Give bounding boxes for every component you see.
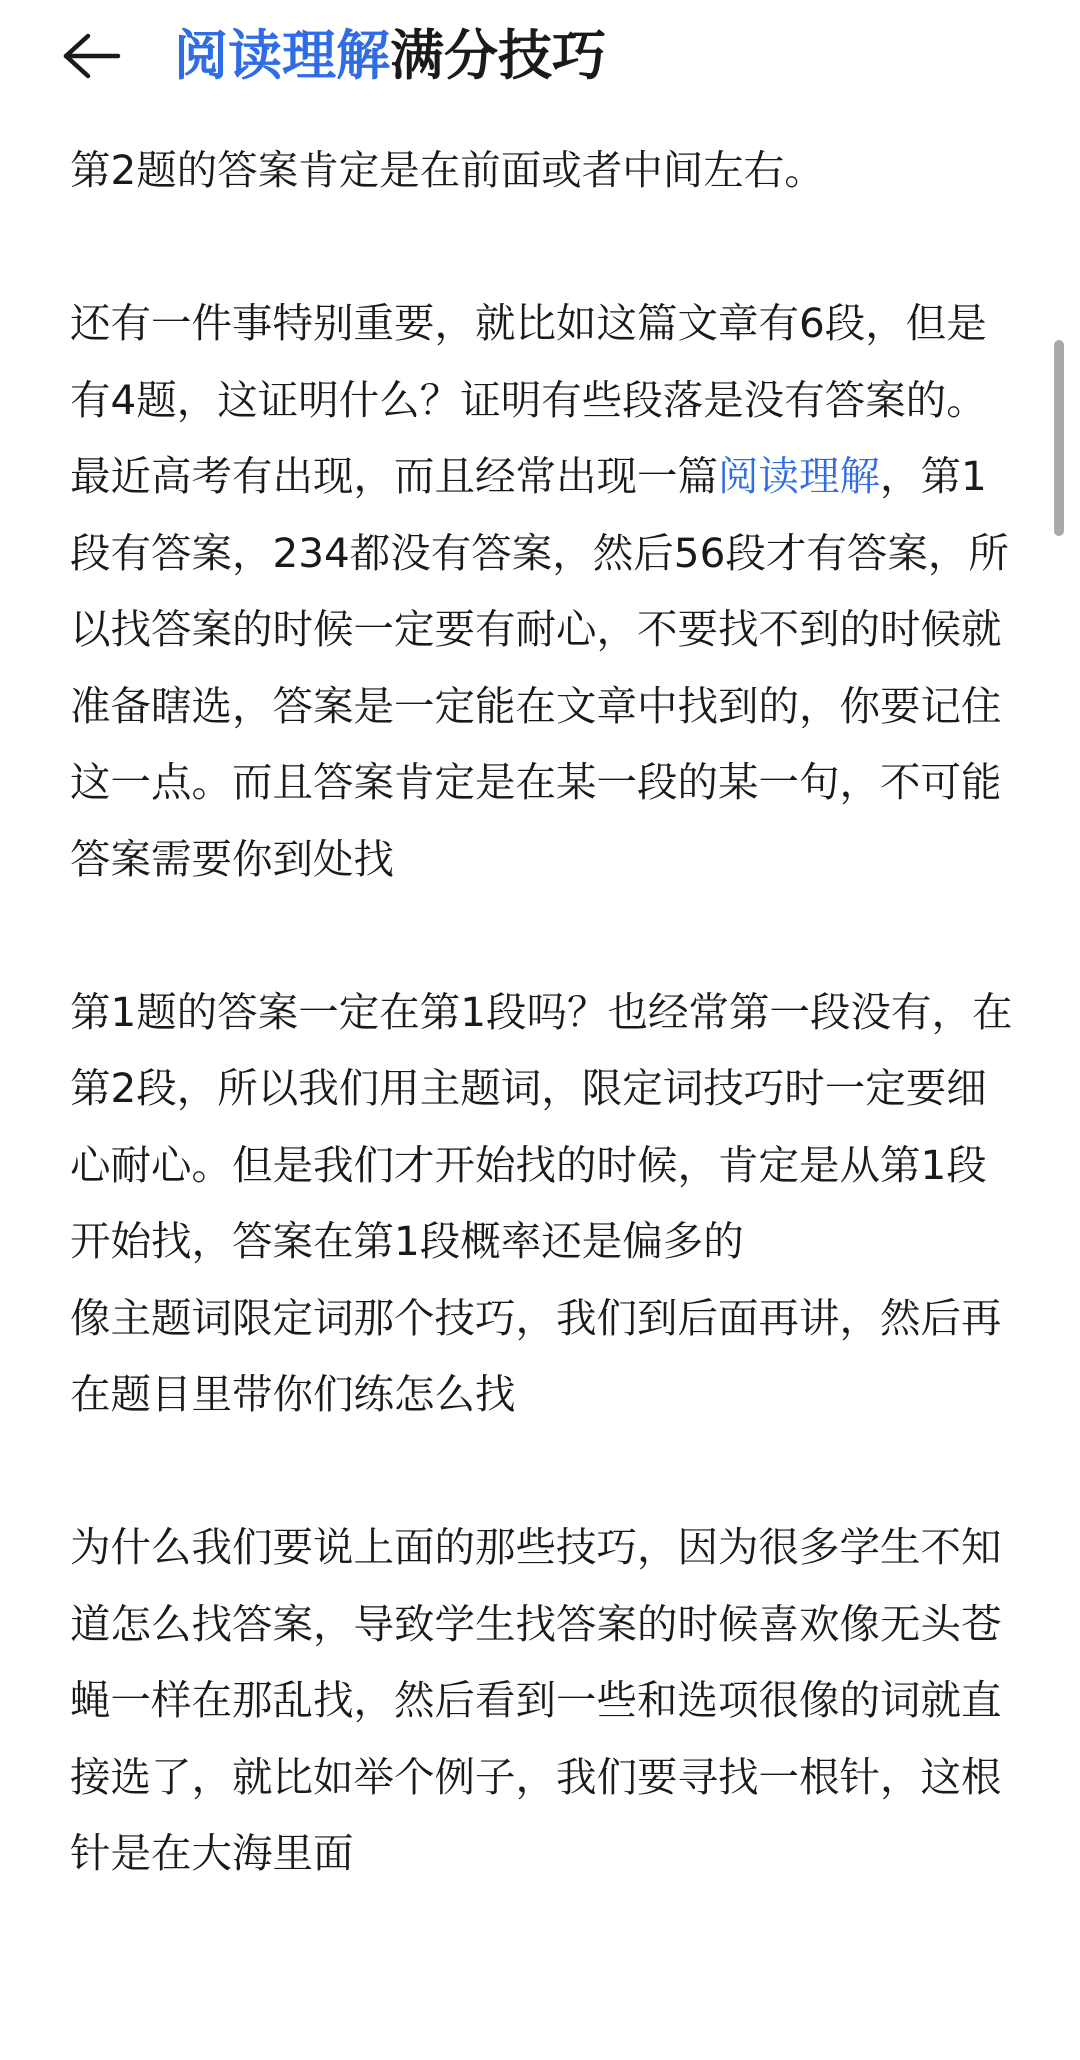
back-button[interactable] bbox=[62, 14, 152, 98]
paragraph-1: 第2题的答案肯定是在前面或者中间左右。 bbox=[70, 146, 825, 194]
paragraph-2 bbox=[70, 285, 1020, 897]
article-body bbox=[70, 132, 1020, 1968]
title-text: 满分技巧 bbox=[390, 24, 606, 87]
paragraph-5: 为什么我们要说上面的那些技巧，因为很多学生不知道怎么找答案，导致学生找答案的时候喜欢像无头苍蝇一样在那乱找，然后看到一些和选项很像的词就直接选了，就比如举个例子，我们要寻找一根针，这根针是在大海里面 bbox=[70, 1523, 1002, 1877]
title-keyword-link[interactable]: 阅读理解 bbox=[174, 24, 390, 87]
scrollbar-thumb[interactable] bbox=[1054, 340, 1064, 536]
arrow-left-icon bbox=[62, 32, 122, 80]
paragraph-2-text-a: 还有一件事特别重要，就比如这篇文章有6段，但是有4题，这证明什么？证明有些段落是没有答案的。最近高考有出现，而且经常出现一篇 bbox=[70, 299, 987, 500]
paragraph-2-text-b: ，第1段有答案，234都没有答案，然后56段才有答案，所以找答案的时候一定要有耐心，不要找不到的时候就准备瞎选，答案是一定能在文章中找到的，你要记住这一点。而且答案肯定是在某一段的某一句，不可能答案需要你到处找 bbox=[70, 452, 1009, 883]
top-app-bar bbox=[0, 0, 1080, 118]
paragraph-4: 像主题词限定词那个技巧，我们到后面再讲，然后再在题目里带你们练怎么找 bbox=[70, 1293, 1002, 1418]
paragraph-3: 第1题的答案一定在第1段吗？也经常第一段没有，在第2段，所以我们用主题词，限定词技巧时一定要细心耐心。但是我们才开始找的时候，肯定是从第1段开始找，答案在第1段概率还是偏多的 bbox=[70, 987, 1013, 1265]
page-title bbox=[174, 18, 606, 94]
keyword-link[interactable]: 阅读理解 bbox=[718, 452, 880, 500]
